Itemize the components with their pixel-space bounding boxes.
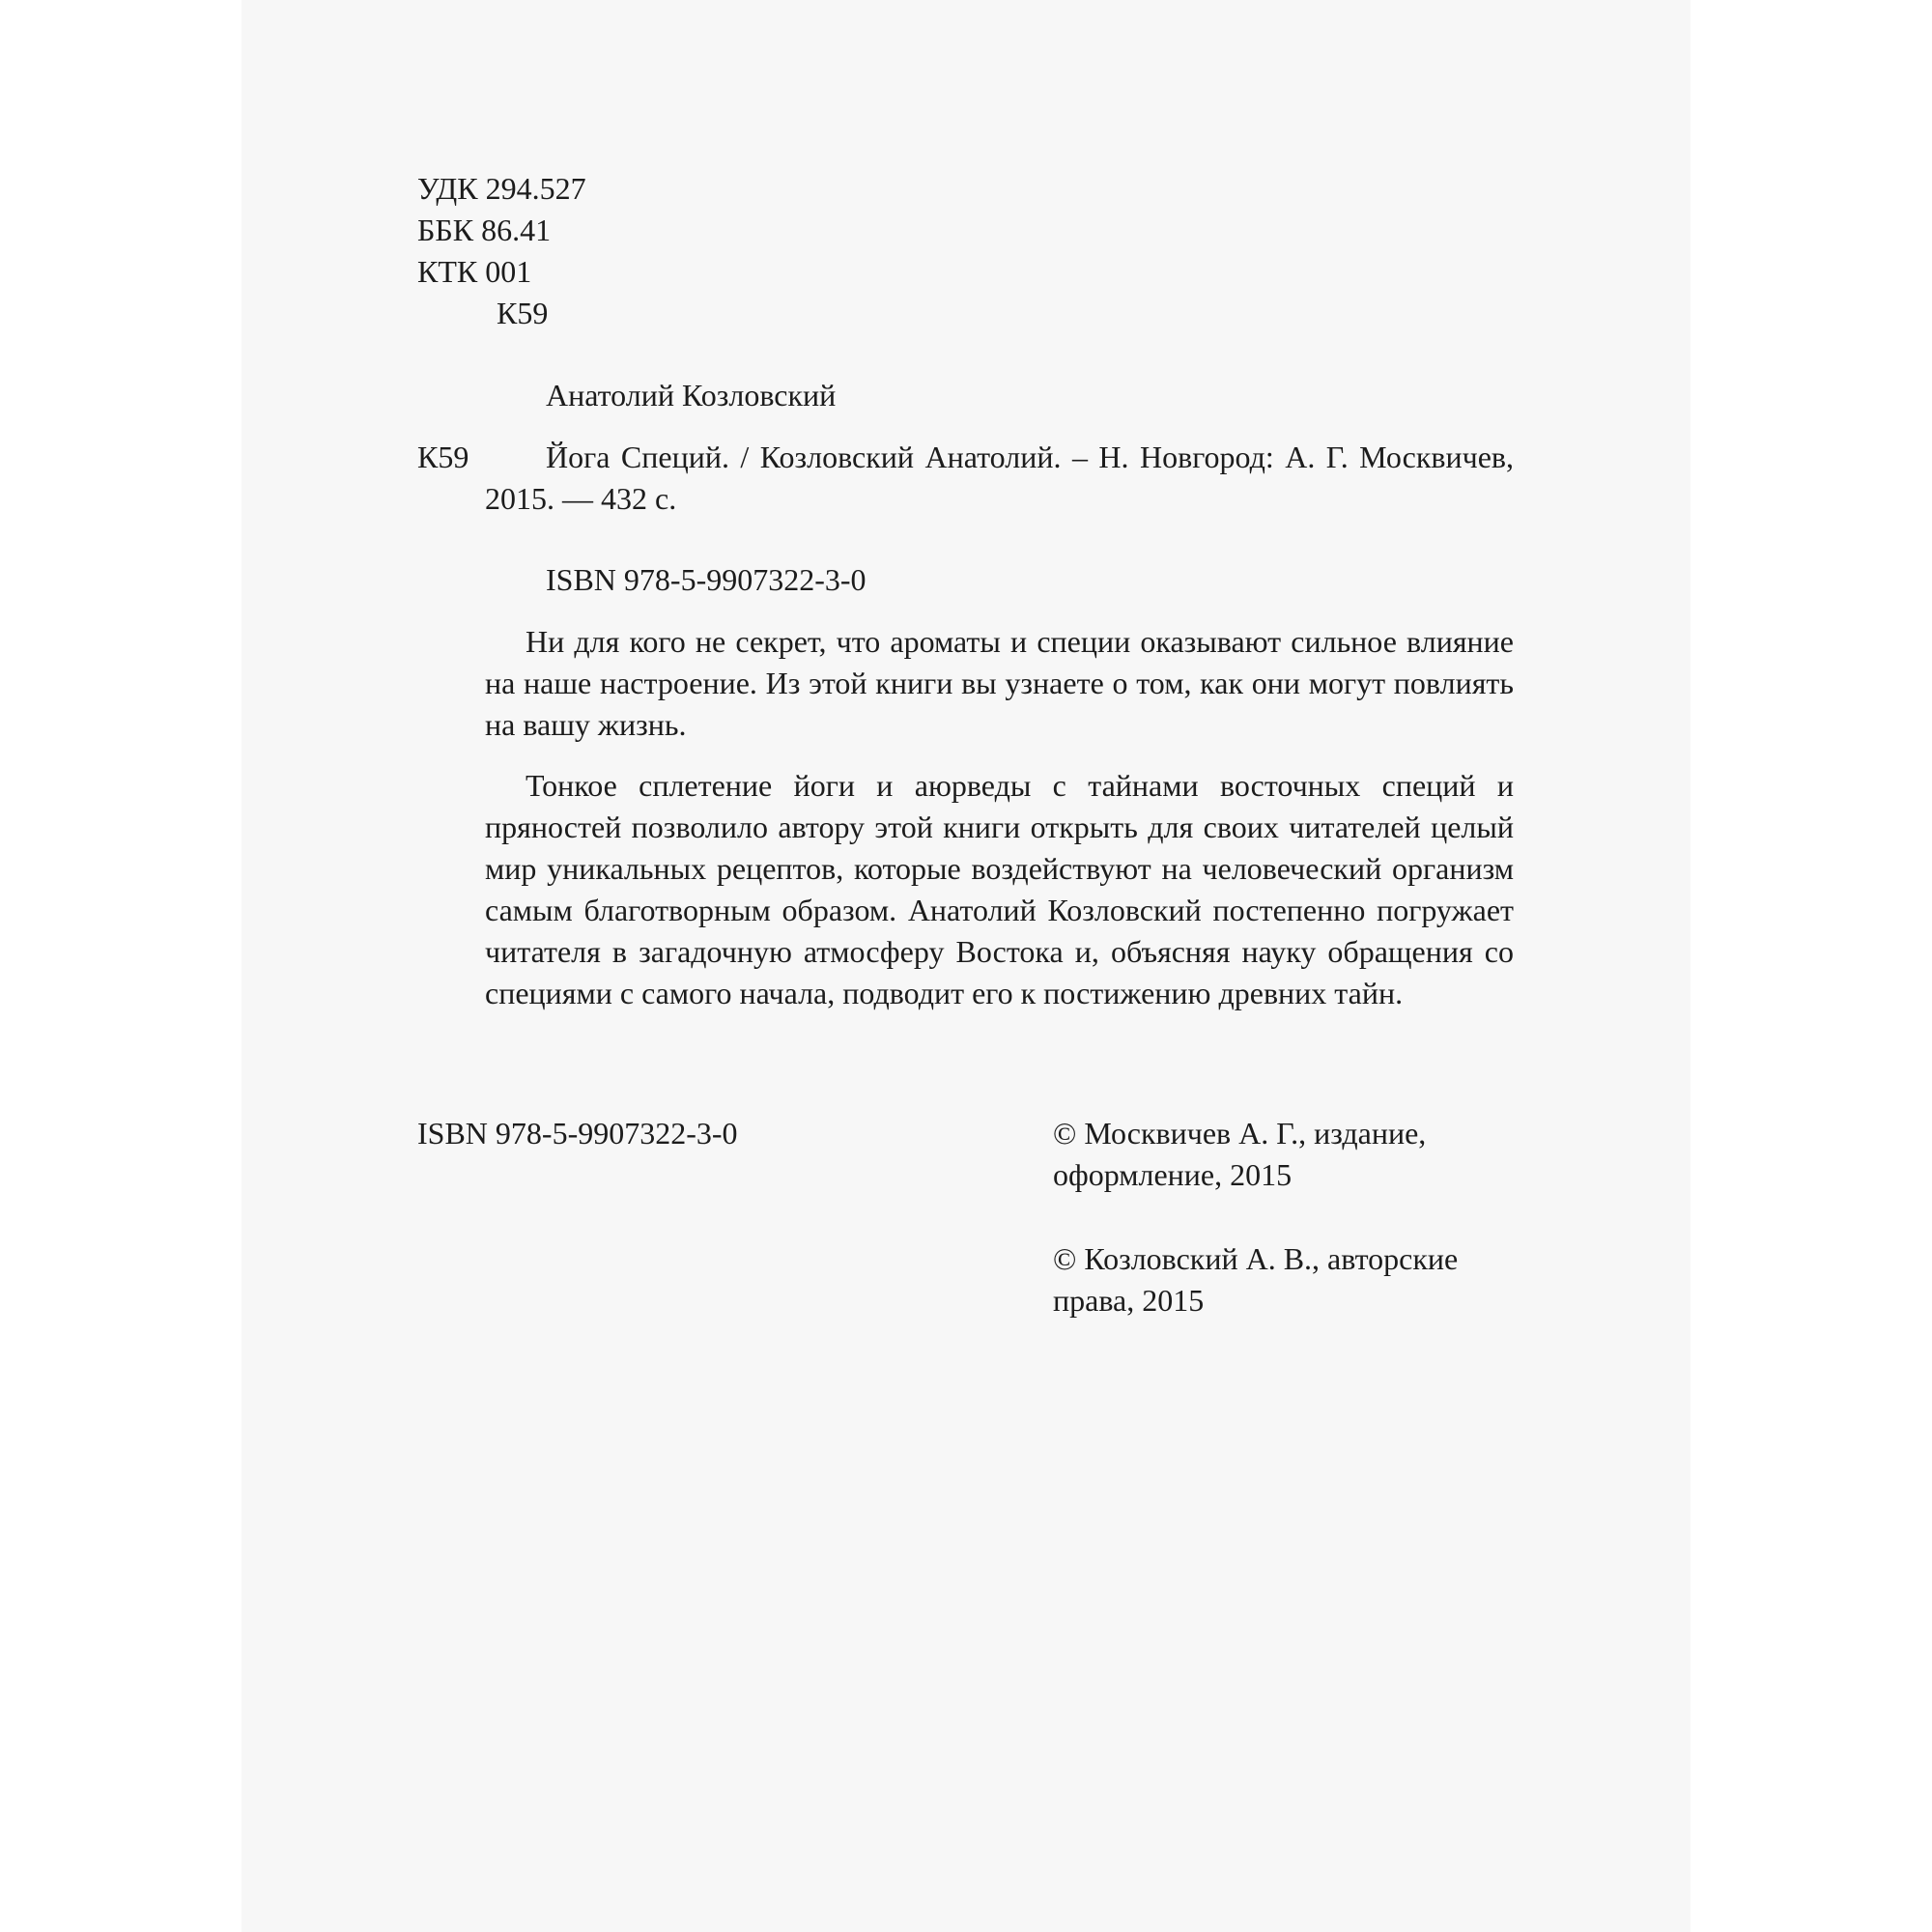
bibliographic-code: К59 — [417, 440, 469, 474]
ktk-code: КТК 001 — [417, 254, 532, 289]
annotation-paragraph-1: Ни для кого не секрет, что ароматы и специи оказывают сильное влияние на наше настроение. Из этой книги вы узнаете о том, как они могут повлиять на вашу жизнь. — [485, 624, 1514, 742]
bbk-code: ББК 86.41 — [417, 213, 552, 247]
isbn-bottom: ISBN 978-5-9907322-3-0 — [417, 1116, 738, 1151]
isbn-inner: ISBN 978-5-9907322-3-0 — [546, 562, 867, 597]
author-heading: Анатолий Козловский — [546, 378, 837, 412]
bibliographic-description: Йога Специй. / Козловский Анатолий. – Н. Новгород: А. Г. Москвичев, 2015. — 432 с. — [485, 440, 1514, 516]
classification-block — [417, 168, 586, 334]
copyright-publisher: © Москвичев А. Г., издание, оформление, 2015 — [1053, 1116, 1427, 1192]
author-mark: К59 — [497, 296, 549, 330]
udk-code: УДК 294.527 — [417, 171, 586, 206]
annotation-paragraph-2: Тонкое сплетение йоги и аюрведы с тайнами восточных специй и пряностей позволило автору этой книги открыть для своих читателей целый мир уникальных рецептов, которые воздействуют на человеческий организм самым благотворным образом. Анатолий Козловский постепенно погружает читателя в загадочную атмосферу Востока и, объясняя науку обращения со специями с самого начала, подводит его к постижению древних тайн. — [485, 768, 1514, 1010]
copyright-author: © Козловский А. В., авторские права, 2015 — [1053, 1241, 1459, 1318]
